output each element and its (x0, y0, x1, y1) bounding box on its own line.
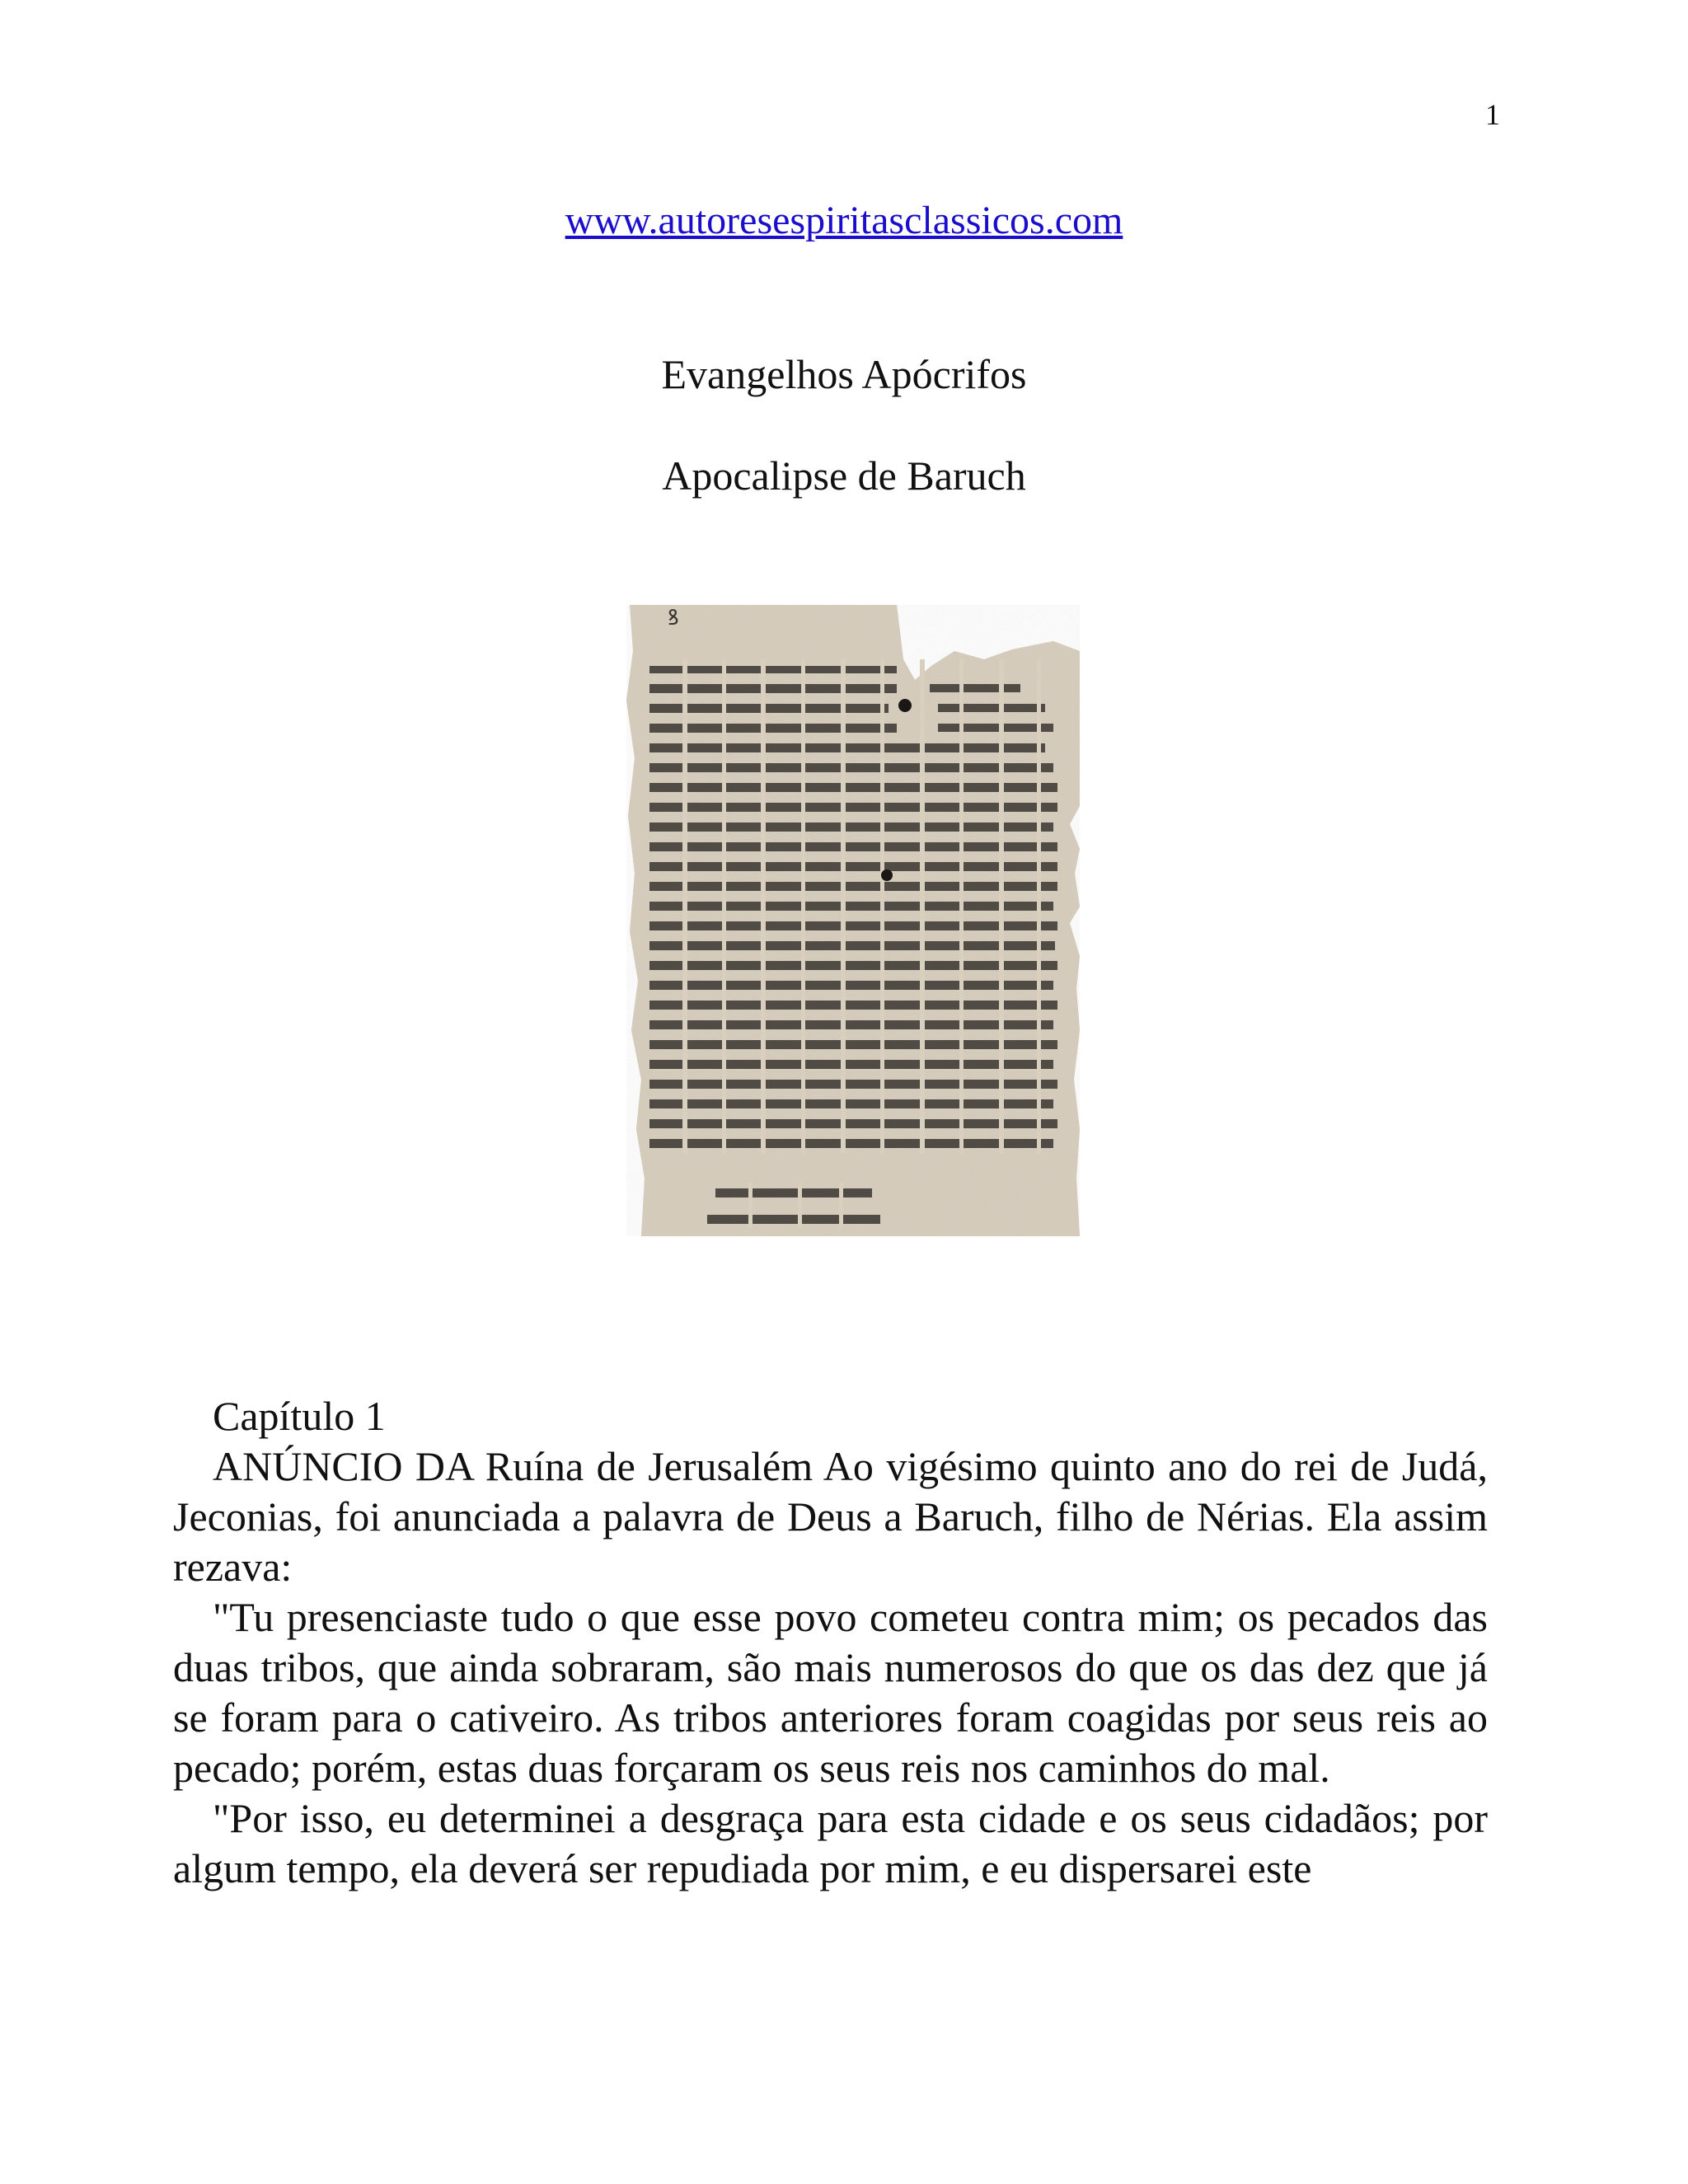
chapter-body (173, 1391, 1488, 1894)
document-title: Apocalipse de Baruch (662, 452, 1026, 499)
paragraph-3: "Por isso, eu determinei a desgraça para esta cidade e os seus cidadãos; por algum tempo, ela deverá ser repudiada por mim, e eu dispersarei este (173, 1795, 1488, 1891)
paragraph-1: ANÚNCIO DA Ruína de Jerusalém Ao vigésimo quinto ano do rei de Judá, Jeconias, foi anunciada a palavra de Deus a Baruch, filho de Nérias. Ela assim rezava: (173, 1443, 1488, 1590)
paragraph-2: "Tu presenciaste tudo o que esse povo cometeu contra mim; os pecados das duas tribos, que ainda sobraram, são mais numerosos do que os das dez que já se foram para o cativeiro. As tribos anteriores foram coagidas por seus reis ao pecado; porém, estas duas forçaram os seus reis nos caminhos do mal. (173, 1594, 1488, 1791)
svg-text:ꝸ: ꝸ (668, 606, 679, 630)
manuscript-image (625, 602, 1080, 1236)
manuscript-papyrus-icon (625, 602, 1080, 1236)
book-title: Evangelhos Apócrifos (661, 351, 1027, 397)
site-link[interactable]: www.autoresespiritasclassicos.com (565, 199, 1123, 242)
chapter-heading: Capítulo 1 (213, 1393, 386, 1439)
page-number: 1 (1485, 98, 1500, 131)
